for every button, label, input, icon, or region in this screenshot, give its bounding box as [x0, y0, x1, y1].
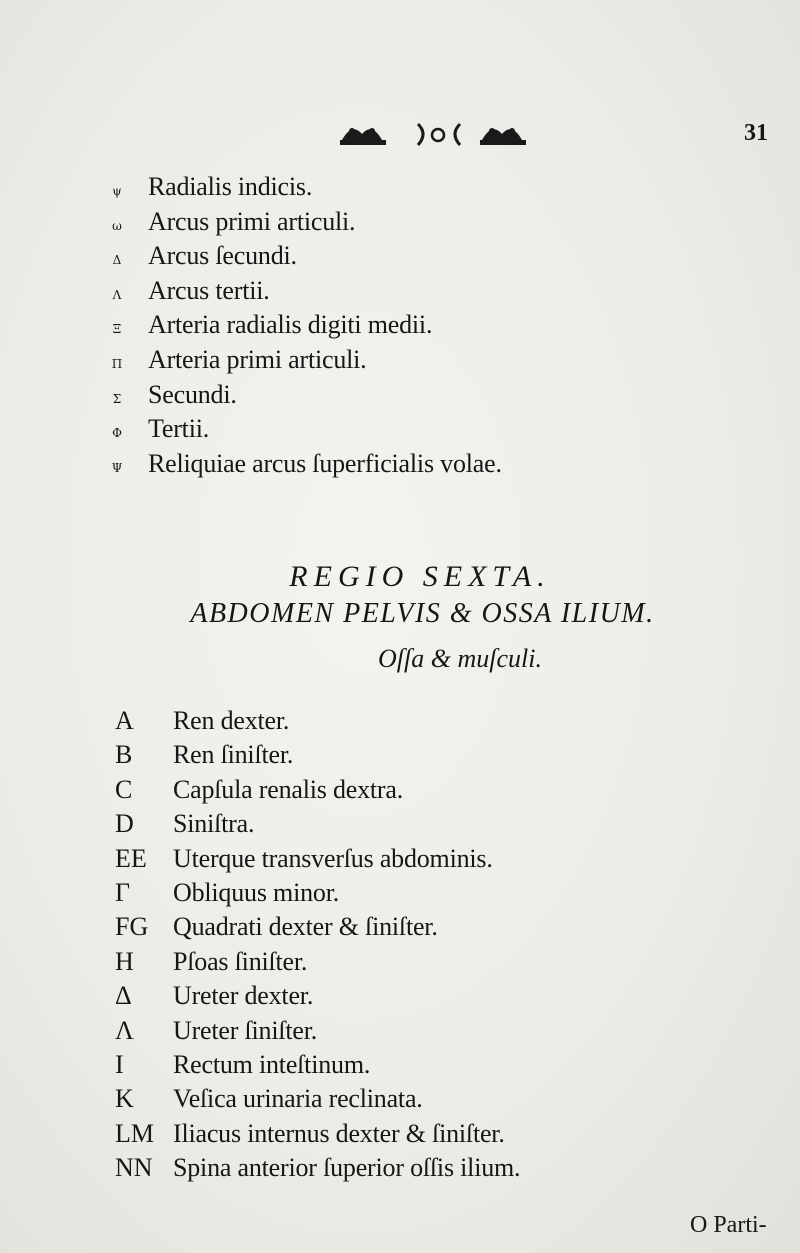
legend-label: Veſica urinaria reclinata.: [173, 1084, 423, 1114]
legend-label: Ren dexter.: [173, 706, 290, 735]
legend-label: Arcus primi articuli.: [148, 206, 356, 236]
legend-key: LM: [115, 1118, 154, 1148]
legend-symbol: Ξ: [112, 322, 122, 337]
section-subheading: Oſſa & muſculi.: [378, 644, 542, 673]
legend-symbol: Π: [111, 357, 123, 371]
legend-label: Iliacus internus dexter & ſiniſter.: [173, 1118, 505, 1148]
legend-label: Arteria primi articuli.: [148, 345, 367, 374]
legend-key: A: [115, 706, 134, 735]
legend-label: Quadrati dexter & ſiniſter.: [173, 912, 438, 942]
legend-key: EE: [115, 843, 147, 873]
page-number: 31: [744, 120, 768, 146]
legend-symbol: Φ: [112, 426, 122, 441]
legend-label: Radialis indicis.: [148, 172, 313, 201]
legend-label: Capſula renalis dextra.: [173, 774, 404, 804]
legend-key: I: [115, 1050, 124, 1079]
legend-symbol: ψ: [112, 184, 122, 198]
section-subtitle: ABDOMEN PELVIS & OSSA ILIUM.: [190, 598, 655, 629]
legend-key: Γ: [115, 878, 131, 907]
legend-key: B: [115, 740, 133, 770]
legend-label: Reliquiae arcus ſuperficialis volae.: [148, 448, 502, 478]
legend-label: Arteria radialis digiti medii.: [148, 310, 433, 340]
legend-label: Secundi.: [148, 379, 237, 409]
legend-label: Spina anterior ſuperior oſſis ilium.: [173, 1153, 521, 1183]
legend-label: Rectum inteſtinum.: [173, 1050, 371, 1079]
legend-label: Pſoas ſiniſter.: [173, 946, 308, 976]
legend-label: Ureter dexter.: [173, 981, 314, 1011]
legend-label: Arcus tertii.: [148, 275, 270, 305]
legend-label: Arcus ſecundi.: [148, 241, 297, 271]
section-title: REGIO SEXTA.: [289, 560, 551, 593]
catchword: O Parti-: [690, 1212, 767, 1238]
legend-key: C: [115, 774, 133, 804]
legend-key: K: [115, 1084, 134, 1114]
header-ornament: [332, 118, 542, 150]
legend-label: Ureter ſiniſter.: [173, 1015, 318, 1045]
legend-label: Ren ſiniſter.: [173, 740, 294, 770]
legend-label: Siniſtra.: [173, 809, 255, 839]
legend-label: Tertii.: [148, 414, 210, 444]
legend-key: NN: [115, 1153, 153, 1183]
legend-symbol: Λ: [112, 287, 122, 302]
legend-symbol: Ψ: [111, 460, 123, 475]
legend-key: Δ: [115, 981, 132, 1011]
legend-key: Λ: [115, 1015, 134, 1045]
fleuron-ornament-icon: [332, 118, 542, 150]
legend-key: FG: [115, 912, 149, 942]
legend-symbol: Σ: [112, 391, 122, 406]
legend-key: H: [115, 946, 134, 976]
legend-symbol: ω: [112, 218, 122, 233]
legend-label: Obliquus minor.: [173, 878, 340, 907]
legend-label: Uterque transverſus abdominis.: [173, 843, 493, 873]
legend-symbol: Δ: [112, 253, 122, 268]
legend-key: D: [115, 809, 134, 839]
